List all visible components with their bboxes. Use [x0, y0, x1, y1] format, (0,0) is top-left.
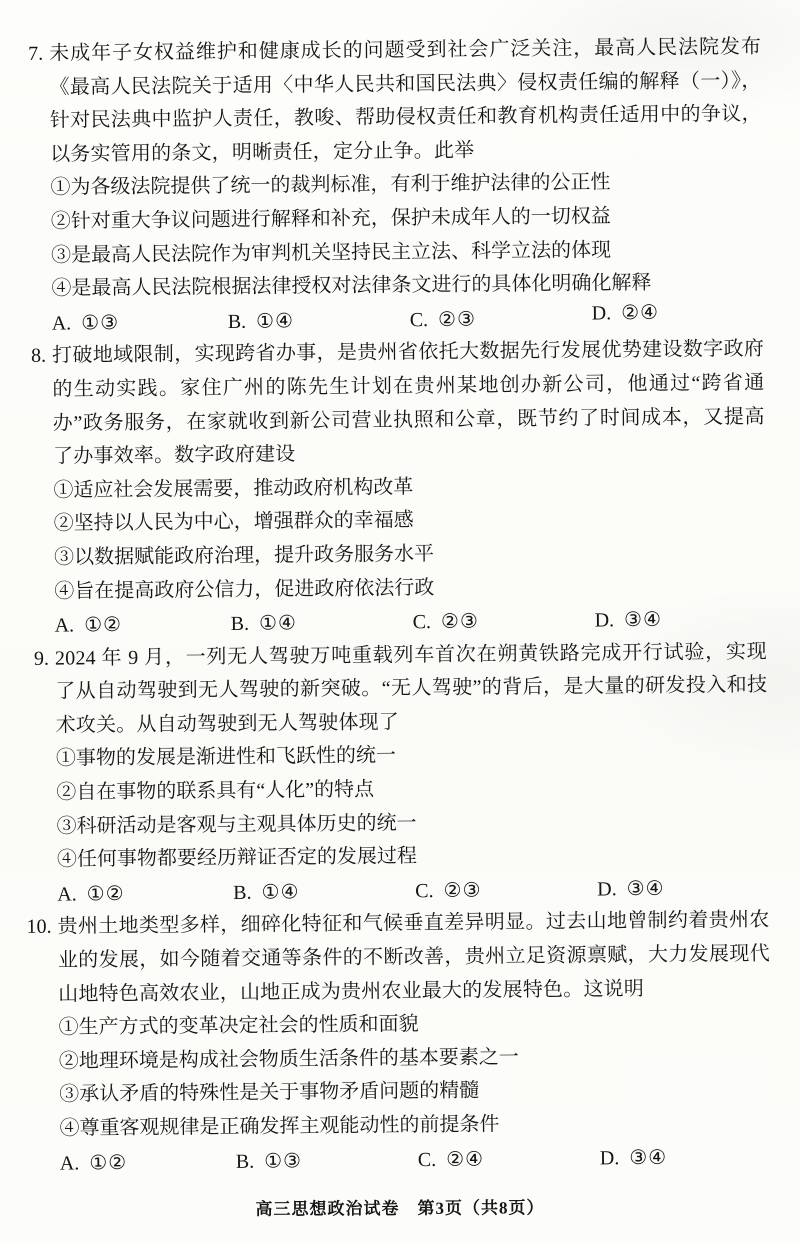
question-9-number: 9. [33, 647, 50, 670]
question-9-statement-3: ③科研活动是客观与主观具体历史的统一 [56, 811, 417, 838]
question-7-statement-4: ④是最高人民法院根据法律授权对法律条文进行的具体化明确化解释 [51, 272, 652, 300]
question-10-stem: 贵州土地类型多样，细碎化特征和气候垂直差异明显。过去山地曾制约着贵州农业的发展，如今随着交通等条件的不断改善，贵州立足资源禀赋，大力发展现代山地特色高效农业，山地正成为贵州农业最大的发展特色。这说明 [57, 909, 770, 1006]
question-10-choice-a [60, 1147, 236, 1180]
question-8 [12, 333, 767, 643]
question-9-stem: 2024 年 9 月，一列无人驾驶万吨重载列车首次在朔黄铁路完成开行试验，实现了从自动驾驶到无人驾驶的新突破。“无人驾驶”的背后，是大量的研发投入和技术攻关。从自动驾驶到无人驾驶体现了 [54, 640, 768, 737]
page-number: 第3页（共8页） [417, 1198, 545, 1218]
question-7-choice-c [410, 303, 592, 336]
question-10-statement-4: ④尊重客观规律是正确发挥主观能动性的前提条件 [59, 1113, 500, 1140]
question-7-statement-3: ③是最高人民法院作为审判机关坚持民主立法、科学立法的体现 [51, 238, 612, 267]
choice-label: D. [594, 609, 615, 632]
question-7-body [49, 31, 764, 340]
question-10 [17, 904, 772, 1180]
question-7-choice-d [592, 297, 764, 330]
choice-value: ③④ [626, 877, 665, 901]
question-9-choice-a [57, 878, 233, 911]
choice-label: B. [230, 612, 250, 636]
choice-label: D. [599, 1146, 620, 1170]
question-7-stem: 未成年子女权益维护和健康成长的问题受到社会广泛关注，最高人民法院发布《最高人民法院关于适用〈中华人民共和国民法典〉侵权责任编的解释（一）》，针对民法典中监护人责任，教唆、帮助侵权责任和教育机构责任适用中的争议，以务实管用的条文，明晰责任，定分止争。此举 [49, 35, 762, 166]
question-9-statement-1: ①事物的发展是渐进性和飞跃性的统一 [55, 744, 397, 771]
exam-title: 高三思想政治试卷 [255, 1199, 400, 1219]
choice-label: A. [51, 312, 72, 335]
question-7-choice-a [52, 307, 228, 340]
question-8-statement-3: ③以数据赋能政府治理，提升政务服务水平 [53, 542, 435, 569]
choice-label: A. [54, 614, 75, 637]
choice-label: C. [409, 308, 429, 331]
question-8-body [52, 333, 767, 642]
page-content [9, 31, 772, 1180]
question-9-statement-4: ④任何事物都要经历辩证否定的发展过程 [56, 845, 418, 871]
choice-label: D. [597, 878, 617, 901]
choice-value: ②③ [440, 610, 479, 634]
question-8-statement-1: ①适应社会发展需要，推动政府机构改革 [53, 475, 414, 502]
choice-value: ③④ [624, 608, 663, 632]
choice-value: ①④ [258, 612, 297, 635]
question-10-number: 10. [26, 916, 52, 939]
question-8-statement-4: ④旨在提高政府公信力，促进政府依法行政 [54, 576, 435, 603]
question-10-choice-c [418, 1143, 600, 1176]
question-9 [15, 635, 770, 911]
choice-value: ②④ [621, 301, 660, 324]
choice-value: ①② [84, 614, 123, 637]
choice-value: ①③ [264, 1149, 303, 1173]
choice-value: ①④ [256, 310, 295, 333]
choice-label: C. [415, 879, 434, 903]
choice-label: C. [417, 1148, 437, 1171]
choice-label: B. [235, 1150, 255, 1173]
choice-value: ②③ [443, 879, 482, 902]
question-10-body [57, 904, 772, 1180]
question-10-choice-b [236, 1145, 418, 1178]
choice-value: ①④ [261, 881, 300, 904]
question-8-choice-d [595, 604, 767, 637]
question-9-choice-d [597, 873, 769, 906]
question-8-choice-b [231, 607, 413, 640]
choice-label: B. [233, 881, 252, 904]
question-10-choice-d [600, 1141, 772, 1174]
question-10-statement-1: ①生产方式的变革决定社会的性质和面貌 [58, 1013, 419, 1039]
question-8-stem: 打破地域限制，实现跨省办事，是贵州省依托大数据先行发展优势建设数字政府的生动实践。家住广州的陈先生计划在贵州某地创办新公司，他通过“跨省通办”政务服务，在家就收到新公司营业执照和公章，既节约了时间成本，又提高了办事效率。数字政府建设 [51, 338, 765, 468]
choice-label: B. [227, 310, 247, 333]
choice-value: ①③ [81, 311, 120, 335]
choice-value: ①② [86, 882, 125, 906]
question-8-choice-c [413, 606, 595, 639]
question-10-choices [60, 1141, 772, 1179]
question-7 [9, 31, 764, 341]
question-10-statement-2: ②地理环境是构成社会物质生活条件的基本要素之一 [58, 1046, 519, 1073]
question-7-statement-1: ①为各级法院提供了统一的裁判标准，有利于维护法律的公正性 [50, 171, 611, 200]
question-7-number: 7. [28, 42, 44, 65]
question-8-choice-a [55, 609, 231, 642]
choice-label: A. [59, 1152, 80, 1175]
question-9-choice-c [415, 874, 597, 907]
choice-value: ③④ [629, 1146, 668, 1169]
question-9-body [55, 635, 770, 911]
question-8-number: 8. [30, 345, 47, 368]
choice-label: C. [412, 611, 432, 634]
choice-value: ②③ [437, 308, 477, 331]
question-9-statement-2: ②自在事物的联系具有“人化”的特点 [56, 778, 375, 804]
choice-value: ①② [89, 1151, 128, 1174]
question-7-statement-2: ②针对重大争议问题进行解释和补充，保护未成年人的一切权益 [50, 205, 611, 233]
question-8-statement-2: ②坚持以人民为中心，增强群众的幸福感 [53, 509, 414, 535]
question-7-choice-b [228, 305, 410, 338]
choice-label: A. [57, 883, 77, 906]
question-9-choice-b [233, 876, 415, 909]
choice-value: ②④ [446, 1148, 485, 1171]
question-10-statement-3: ③承认矛盾的特殊性是关于事物矛盾问题的精髓 [59, 1079, 480, 1107]
page-footer [0, 1192, 800, 1221]
choice-label: D. [591, 302, 612, 325]
